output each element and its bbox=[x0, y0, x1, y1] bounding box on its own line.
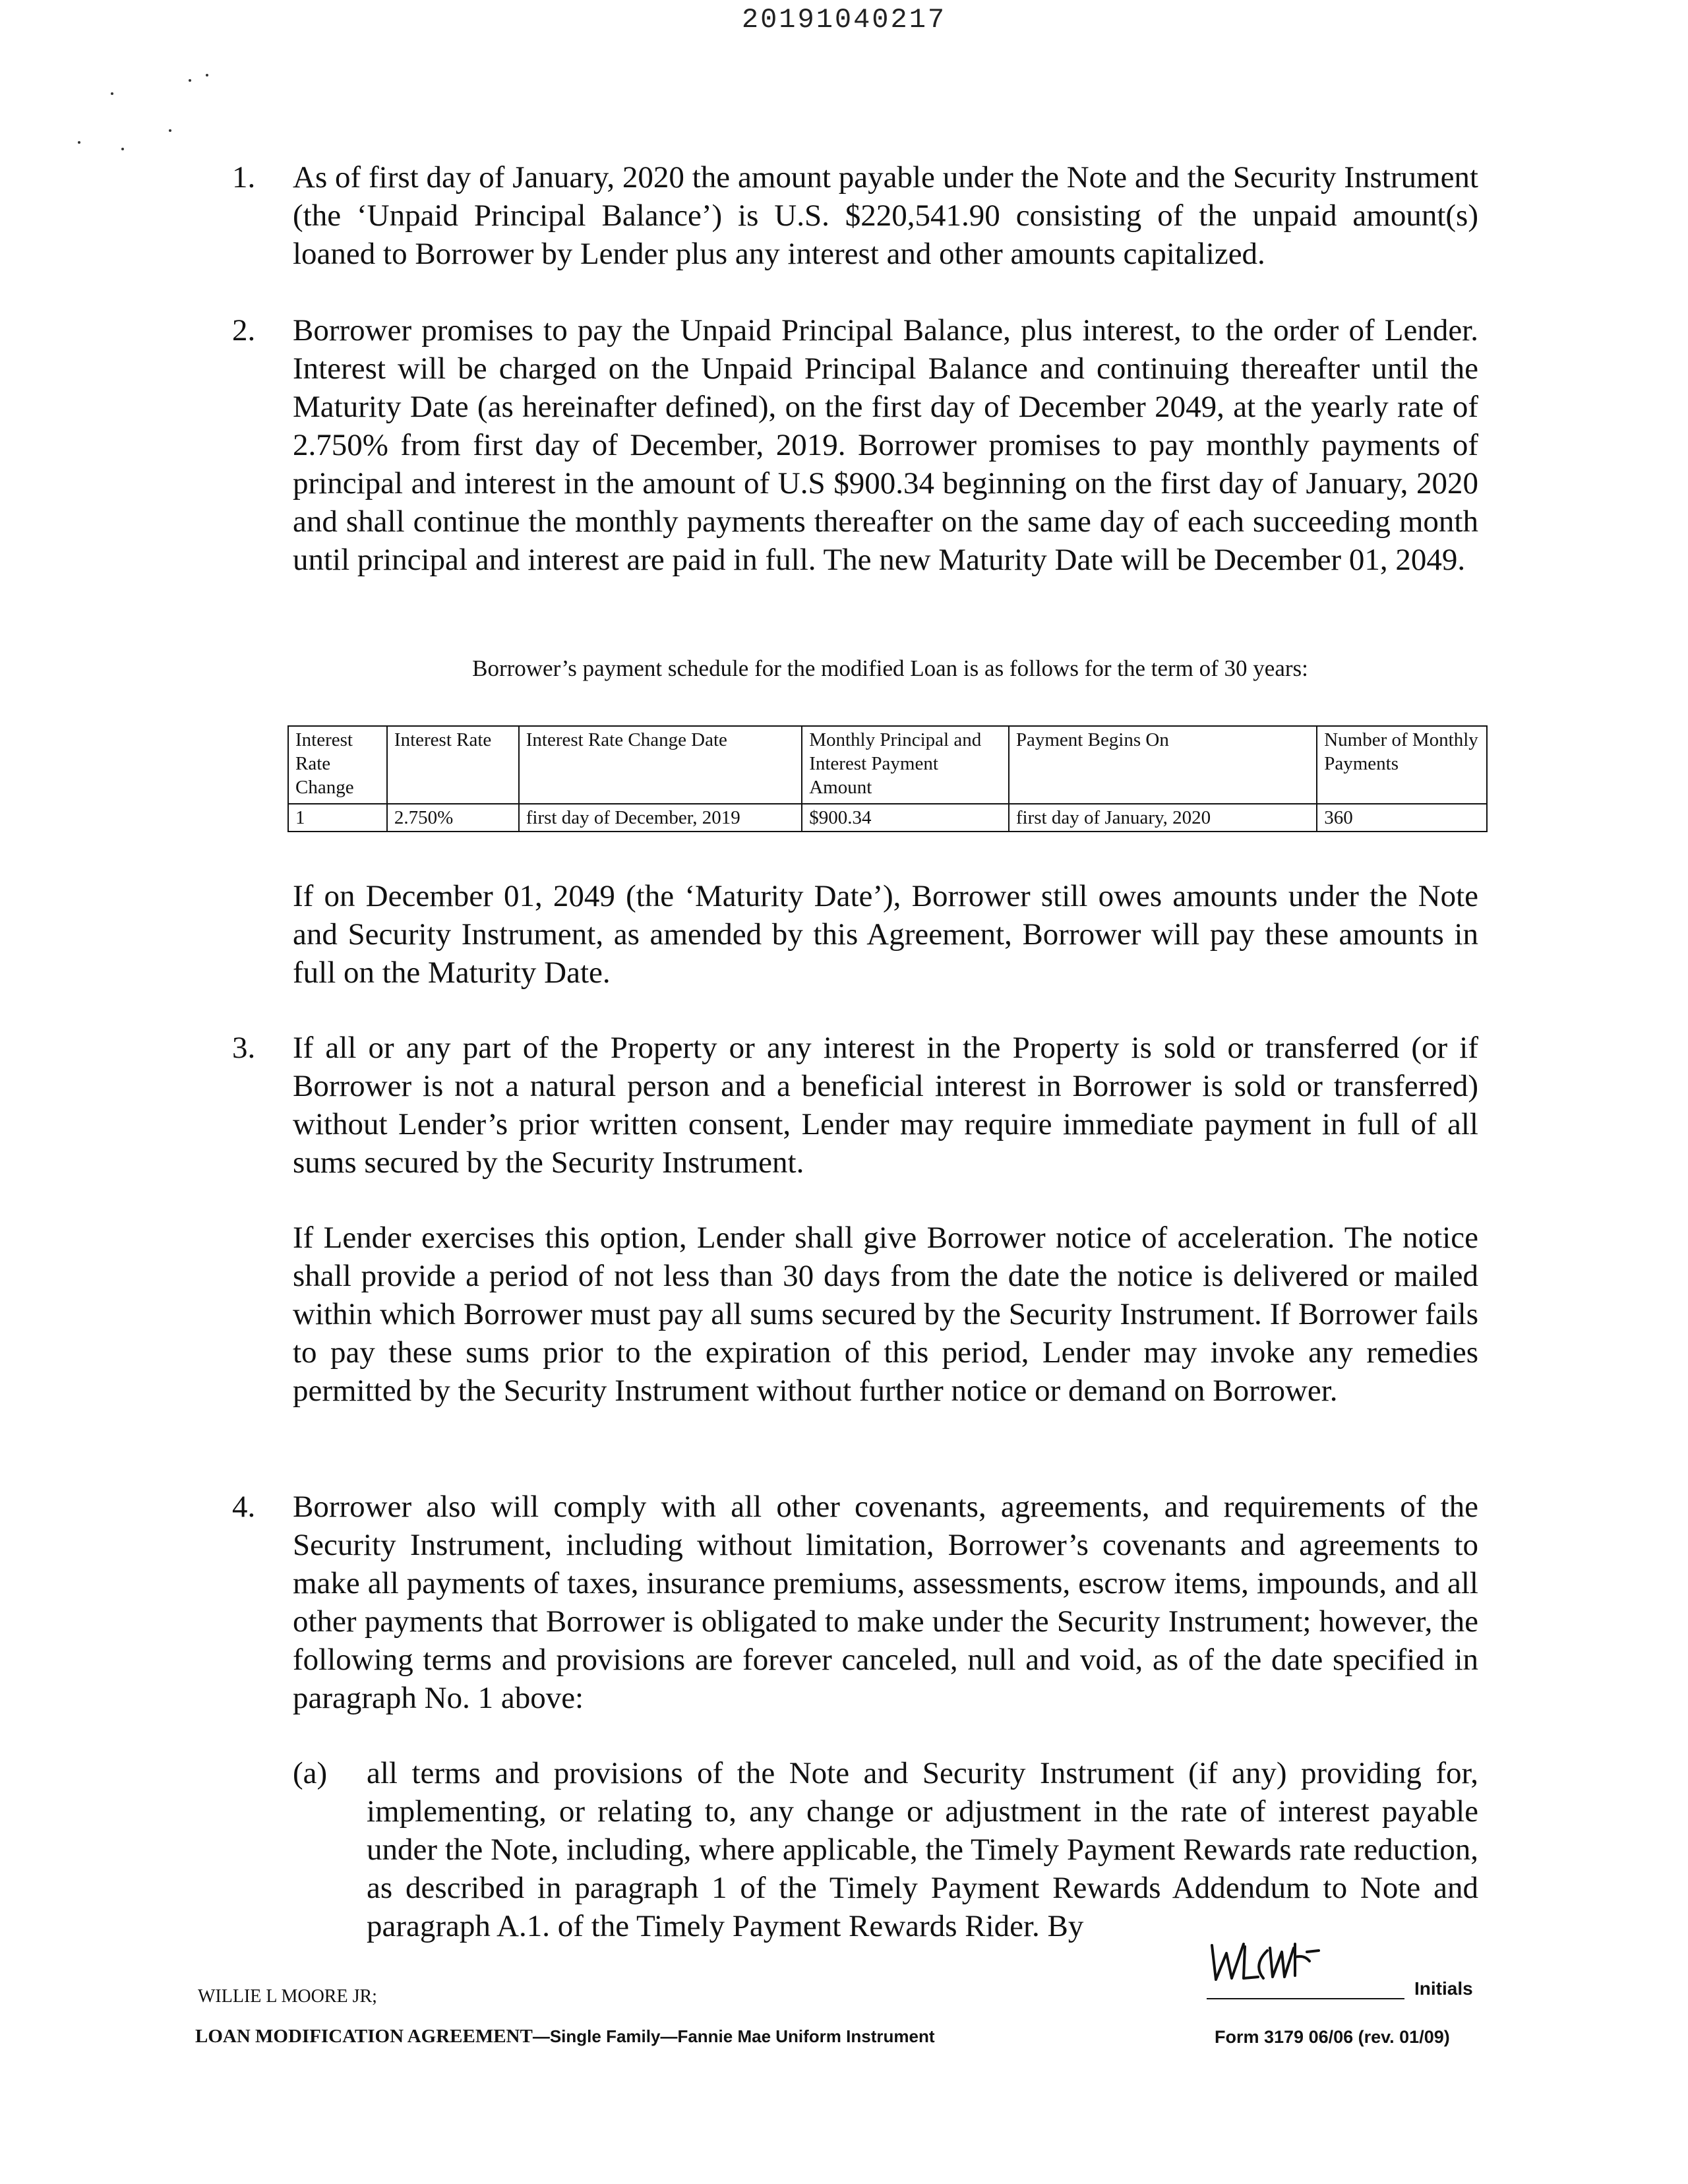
column-header: Interest Rate Change bbox=[288, 726, 387, 804]
paragraph-3 bbox=[232, 1029, 1478, 1182]
table-cell: first day of December, 2019 bbox=[519, 804, 802, 832]
form-title bbox=[195, 2026, 935, 2048]
paragraph-text: As of first day of January, 2020 the amount payable under the Note and the Security Instrument (the ‘Unpaid Principal Balance’) is U.S. $220,541.90 consisting of the unpaid amount(s) loaned to Borrower by Lender plus any interest and other amounts capitalized. bbox=[293, 160, 1478, 271]
initials-line bbox=[1207, 1998, 1404, 1999]
form-title-sub: —Single Family—Fannie Mae Uniform Instrument bbox=[532, 2026, 935, 2046]
subparagraph-label: (a) bbox=[293, 1756, 328, 1790]
paragraph-4 bbox=[232, 1488, 1478, 1717]
paragraph-number: 1. bbox=[232, 160, 256, 195]
form-title-main: LOAN MODIFICATION AGREEMENT bbox=[195, 2026, 533, 2047]
subparagraph-a bbox=[293, 1754, 1478, 1945]
scan-speck bbox=[189, 79, 191, 82]
paragraph-text: Borrower also will comply with all other covenants, agreements, and requirements of the Security Instrument, including without limitation, Borrower’s covenants and agreements to make all payments of taxes, insurance premiums, assessments, escrow items, impounds, and all other payments that Borrower is obligated to make under the Security Instrument; however, the following terms and provisions are forever canceled, null and void, as of the date specified in paragraph No. 1 above: bbox=[293, 1490, 1478, 1715]
schedule-intro: Borrower’s payment schedule for the modified Loan is as follows for the term of 30 years: bbox=[472, 655, 1308, 681]
paragraph-number: 3. bbox=[232, 1031, 256, 1065]
subparagraph-text: all terms and provisions of the Note and Security Instrument (if any) providing for, implementing, or relating to, any change or adjustment in the rate of interest payable under the Note, including, where applicable, the Timely Payment Rewards rate reduction, as described in paragraph 1 of the Timely Payment Rewards Addendum to Note and paragraph A.1. of the Timely Payment Rewards Rider. By bbox=[367, 1756, 1478, 1943]
document-number: 20191040217 bbox=[741, 4, 947, 36]
scan-speck bbox=[121, 148, 124, 150]
paragraph-2 bbox=[232, 311, 1478, 579]
maturity-paragraph: If on December 01, 2049 (the ‘Maturity Date’), Borrower still owes amounts under the Note and Security Instrument, as amended by this Agreement, Borrower will pay these amounts in full on the Maturity Date. bbox=[293, 879, 1478, 990]
scan-speck bbox=[78, 141, 80, 144]
column-header: Payment Begins On bbox=[1009, 726, 1317, 804]
initials-signature bbox=[1207, 1939, 1332, 1991]
column-header: Interest Rate bbox=[387, 726, 519, 804]
column-header: Number of Monthly Payments bbox=[1317, 726, 1487, 804]
scan-speck bbox=[169, 129, 171, 132]
column-header: Interest Rate Change Date bbox=[519, 726, 802, 804]
paragraph-number: 2. bbox=[232, 313, 256, 348]
payment-schedule-table bbox=[287, 725, 1488, 832]
paragraph-text: If all or any part of the Property or any interest in the Property is sold or transferred (or if Borrower is not a natural person and a beneficial interest in Borrower is sold or transferred) without Lender’s prior written consent, Lender may require immediate payment in full of all sums secured by the Security Instrument. bbox=[293, 1031, 1478, 1180]
paragraph-number: 4. bbox=[232, 1490, 256, 1524]
table-cell: 360 bbox=[1317, 804, 1487, 832]
table-cell: $900.34 bbox=[802, 804, 1009, 832]
table-header-row bbox=[288, 726, 1487, 804]
scan-speck bbox=[111, 92, 113, 95]
table-row bbox=[288, 804, 1487, 832]
form-number: Form 3179 06/06 (rev. 01/09) bbox=[1215, 2027, 1450, 2047]
table-cell: 1 bbox=[288, 804, 387, 832]
scan-speck bbox=[206, 74, 208, 76]
paragraph-1 bbox=[232, 158, 1478, 273]
table-cell: 2.750% bbox=[387, 804, 519, 832]
initials-label: Initials bbox=[1414, 1978, 1473, 1999]
column-header: Monthly Principal and Interest Payment Amount bbox=[802, 726, 1009, 804]
table-cell: first day of January, 2020 bbox=[1009, 804, 1317, 832]
acceleration-paragraph: If Lender exercises this option, Lender shall give Borrower notice of acceleration. The notice shall provide a period of not less than 30 days from the date the notice is delivered or mailed within which Borrower must pay all sums secured by the Security Instrument. If Borrower fails to pay these sums prior to the expiration of this period, Lender may invoke any remedies permitted by the Security Instrument without further notice or demand on Borrower. bbox=[293, 1221, 1478, 1408]
paragraph-text: Borrower promises to pay the Unpaid Principal Balance, plus interest, to the order of Lender. Interest will be charged on the Unpaid Principal Balance and continuing thereafter until the Maturity Date (as hereinafter defined), on the first day of December 2049, at the yearly rate of 2.750% from first day of December, 2019. Borrower promises to pay monthly payments of principal and interest in the amount of U.S $900.34 beginning on the first day of January, 2020 and shall continue the monthly payments thereafter on the same day of each succeeding month until principal and interest are paid in full. The new Maturity Date will be December 01, 2049. bbox=[293, 313, 1478, 577]
borrower-name: WILLIE L MOORE JR; bbox=[198, 1986, 377, 2007]
